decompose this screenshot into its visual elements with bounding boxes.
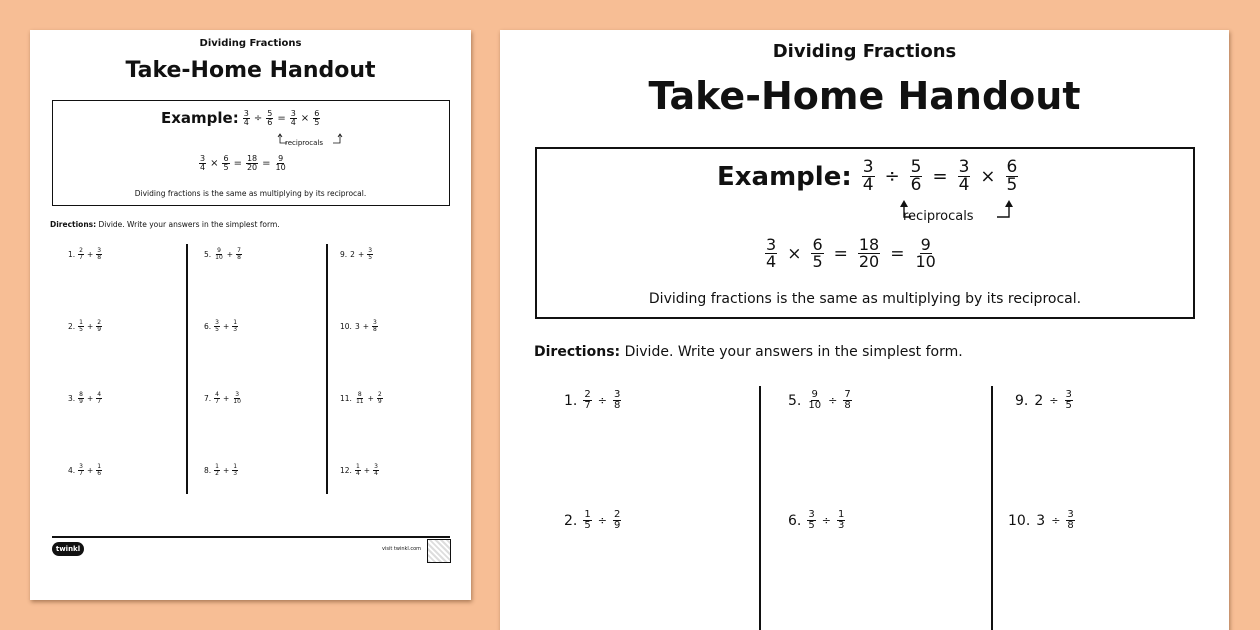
fraction: $\frac{6}{5}$ bbox=[812, 235, 823, 271]
problem-1: 1. $\frac{2}{7}$ ÷ $\frac{3}{8}$ bbox=[564, 389, 621, 411]
example-label: Example: bbox=[717, 161, 852, 192]
problem-5: 5. $\frac{9}{10}$ ÷ $\frac{7}{8}$ bbox=[788, 389, 851, 411]
handout-page-thumbnail bbox=[30, 30, 471, 600]
example-box bbox=[535, 147, 1195, 319]
fraction: $\frac{5}{6}$ bbox=[910, 157, 922, 195]
fraction: $\frac{6}{5}$ bbox=[1006, 157, 1018, 195]
subtitle: Dividing Fractions bbox=[199, 38, 302, 49]
times-sign: × bbox=[210, 158, 219, 169]
times-sign: × bbox=[787, 243, 802, 264]
problem-7: 7. $\frac{4}{7}$ + $\frac{3}{10}$ bbox=[204, 391, 241, 405]
problem-11: 11. $\frac{8}{11}$ + $\frac{2}{9}$ bbox=[340, 391, 382, 405]
equals-sign: = bbox=[890, 243, 905, 264]
fraction: $\frac{3}{4}$ bbox=[766, 235, 777, 271]
column-divider bbox=[759, 386, 761, 630]
equals-sign: = bbox=[233, 158, 242, 169]
problem-12: 12. $\frac{1}{4}$ + $\frac{3}{4}$ bbox=[340, 463, 378, 477]
times-sign: × bbox=[980, 166, 996, 187]
example-box bbox=[52, 100, 450, 206]
problem-6: 6. $\frac{3}{5}$ + $\frac{1}{3}$ bbox=[204, 319, 238, 333]
fraction: $\frac{18}{20}$ bbox=[246, 154, 258, 172]
equals-sign: = bbox=[932, 166, 948, 187]
explanation-note: Dividing fractions is the same as multiplying by its reciprocal. bbox=[134, 189, 367, 198]
problem-10: 10. 3 + $\frac{3}{8}$ bbox=[340, 319, 377, 333]
column-divider bbox=[186, 244, 188, 494]
badge-icon bbox=[427, 539, 451, 563]
footer-url: visit twinkl.com bbox=[382, 546, 422, 552]
fraction: $\frac{3}{4}$ bbox=[200, 154, 206, 172]
problem-3: 3. $\frac{8}{9}$ + $\frac{4}{7}$ bbox=[68, 391, 102, 405]
fraction: $\frac{3}{4}$ bbox=[862, 157, 874, 195]
reciprocals-label: reciprocals bbox=[285, 139, 324, 147]
explanation-note: Dividing fractions is the same as multiplying by its reciprocal. bbox=[648, 291, 1082, 307]
column-divider bbox=[326, 244, 328, 494]
page-title: Take-Home Handout bbox=[125, 58, 376, 83]
fraction: $\frac{3}{4}$ bbox=[243, 108, 249, 127]
equals-sign: = bbox=[262, 158, 271, 169]
example-line-1 bbox=[161, 109, 320, 127]
directions: Directions: Divide. Write your answers in the simplest form. bbox=[50, 220, 280, 229]
divide-sign: ÷ bbox=[884, 166, 900, 187]
divide-sign: ÷ bbox=[253, 112, 263, 124]
problem-4: 4. $\frac{3}{7}$ + $\frac{1}{6}$ bbox=[68, 463, 102, 477]
handout-page-zoomed bbox=[500, 30, 1229, 630]
fraction: $\frac{9}{10}$ bbox=[275, 154, 286, 172]
fraction: $\frac{9}{10}$ bbox=[915, 235, 936, 271]
problem-8: 8. $\frac{1}{2}$ + $\frac{1}{3}$ bbox=[204, 463, 238, 477]
fraction: $\frac{18}{20}$ bbox=[858, 235, 880, 271]
directions: Directions: Divide. Write your answers in the simplest form. bbox=[534, 344, 963, 360]
problem-9: 9. 2 + $\frac{3}{5}$ bbox=[340, 247, 373, 261]
fraction: $\frac{3}{4}$ bbox=[290, 108, 296, 127]
problem-1: 1. $\frac{2}{7}$ + $\frac{3}{8}$ bbox=[68, 247, 102, 261]
problem-5: 5. $\frac{9}{10}$ + $\frac{7}{8}$ bbox=[204, 247, 241, 261]
page-title: Take-Home Handout bbox=[648, 74, 1081, 118]
reciprocals-label: reciprocals bbox=[903, 209, 974, 224]
problem-9: 9. 2 ÷ $\frac{3}{5}$ bbox=[1015, 389, 1072, 411]
problem-2: 2. $\frac{1}{5}$ + $\frac{2}{9}$ bbox=[68, 319, 102, 333]
example-label: Example: bbox=[161, 109, 239, 127]
problem-10: 10. 3 ÷ $\frac{3}{8}$ bbox=[1008, 509, 1074, 531]
equals-sign: = bbox=[833, 243, 848, 264]
subtitle: Dividing Fractions bbox=[772, 41, 957, 62]
fraction: $\frac{6}{5}$ bbox=[314, 108, 320, 127]
fraction: $\frac{3}{4}$ bbox=[958, 157, 970, 195]
equals-sign: = bbox=[277, 112, 286, 124]
problem-6: 6. $\frac{3}{5}$ ÷ $\frac{1}{3}$ bbox=[788, 509, 845, 531]
fraction: $\frac{6}{5}$ bbox=[223, 154, 229, 172]
footer-divider bbox=[52, 536, 450, 538]
times-sign: × bbox=[300, 112, 310, 124]
column-divider bbox=[991, 386, 993, 630]
example-line-2 bbox=[765, 237, 937, 270]
example-line-1 bbox=[717, 159, 1018, 194]
problem-2: 2. $\frac{1}{5}$ ÷ $\frac{2}{9}$ bbox=[564, 509, 621, 531]
example-line-2 bbox=[199, 155, 287, 172]
fraction: $\frac{5}{6}$ bbox=[267, 108, 273, 127]
twinkl-logo: twinkl bbox=[52, 542, 84, 556]
